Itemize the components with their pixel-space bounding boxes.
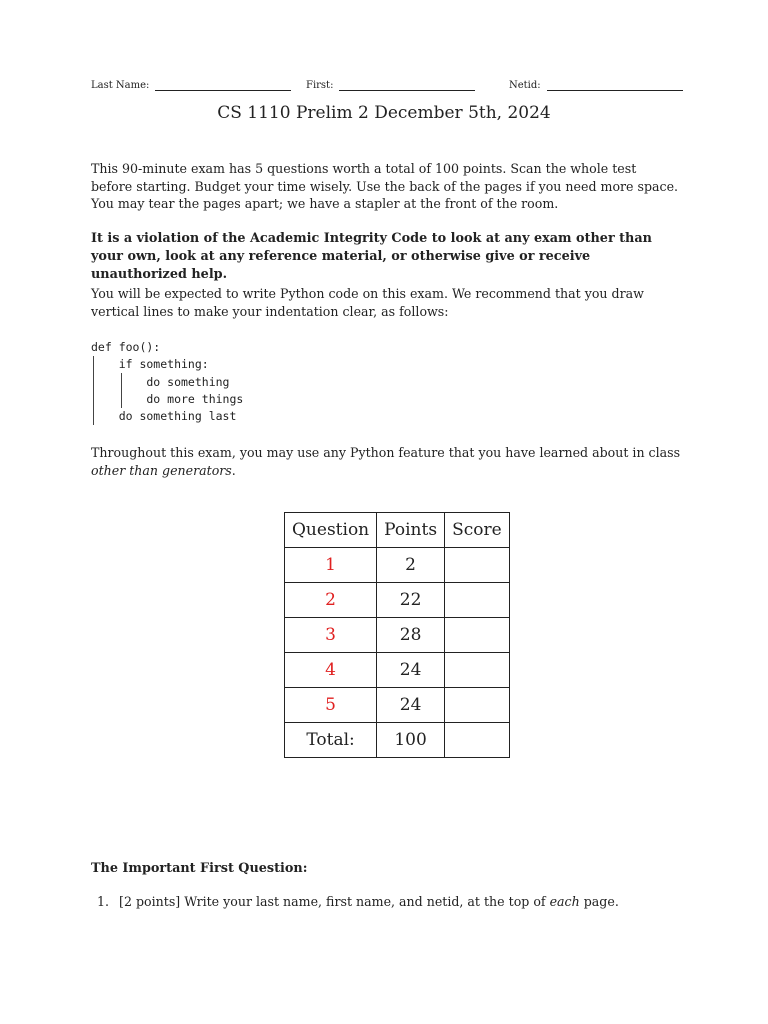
first-question-item <box>97 894 619 909</box>
integrity-paragraph: It is a violation of the Academic Integrity Code to look at any exam other than your own, look at any reference material, or otherwise give or receive unauthorized help. <box>91 231 652 282</box>
first-name-field <box>306 74 475 91</box>
code-line: do something <box>91 374 230 389</box>
question-points: 24 <box>377 688 445 723</box>
score-cell[interactable] <box>445 583 510 618</box>
indent-guide-inner <box>121 373 122 408</box>
name-header <box>91 74 678 94</box>
question-text-emphasis: each <box>549 894 580 909</box>
netid-field <box>509 74 683 91</box>
total-score-cell[interactable] <box>445 723 510 758</box>
table-total-row <box>285 723 510 758</box>
score-table <box>284 512 510 758</box>
question-text-suffix: page. <box>579 894 619 909</box>
features-emphasis: other than generators <box>91 462 232 478</box>
first-name-line[interactable] <box>339 74 475 91</box>
question-text-prefix: [2 points] Write your last name, first name, and netid, at the top of <box>119 894 550 909</box>
score-cell[interactable] <box>445 653 510 688</box>
code-line: def foo(): <box>91 340 161 354</box>
question-number-label: 1. <box>97 894 110 909</box>
intro-paragraph: This 90-minute exam has 5 questions worth a total of 100 points. Scan the whole test before starting. Budget your time wisely. Use the back of the pages if you need more space. You may tear the pages apart; we have a stapler at the front of the room. <box>91 161 679 211</box>
first-name-label: First: <box>306 80 334 91</box>
question-points: 28 <box>377 618 445 653</box>
question-points: 22 <box>377 583 445 618</box>
last-name-label: Last Name: <box>91 80 150 91</box>
code-line: do something last <box>91 409 237 424</box>
question-number[interactable]: 3 <box>285 618 377 653</box>
question-points: 24 <box>377 653 445 688</box>
code-example <box>91 339 391 425</box>
code-line: do more things <box>91 391 244 406</box>
python-note-paragraph: You will be expected to write Python code on this exam. We recommend that you draw vertical lines to make your indentation clear, as follows: <box>91 286 644 319</box>
table-row <box>285 548 510 583</box>
question-number[interactable]: 2 <box>285 583 377 618</box>
first-question-heading: The Important First Question: <box>91 861 308 876</box>
netid-label: Netid: <box>509 80 541 91</box>
total-points: 100 <box>377 723 445 758</box>
table-row <box>285 688 510 723</box>
code-line: if something: <box>91 357 209 372</box>
table-row <box>285 653 510 688</box>
indent-guide-outer <box>93 356 94 425</box>
netid-line[interactable] <box>547 74 683 91</box>
question-number[interactable]: 5 <box>285 688 377 723</box>
question-points: 2 <box>377 548 445 583</box>
question-number[interactable]: 1 <box>285 548 377 583</box>
table-header-row <box>285 513 510 548</box>
features-paragraph <box>91 444 681 479</box>
last-name-line[interactable] <box>155 74 291 91</box>
question-number[interactable]: 4 <box>285 653 377 688</box>
header-score: Score <box>445 513 510 548</box>
table-row <box>285 618 510 653</box>
total-label: Total: <box>285 723 377 758</box>
exam-title: CS 1110 Prelim 2 December 5th, 2024 <box>217 103 551 123</box>
table-row <box>285 583 510 618</box>
features-suffix: . <box>231 462 236 478</box>
last-name-field <box>91 74 291 91</box>
score-cell[interactable] <box>445 548 510 583</box>
score-cell[interactable] <box>445 688 510 723</box>
score-cell[interactable] <box>445 618 510 653</box>
header-question: Question <box>285 513 377 548</box>
features-prefix: Throughout this exam, you may use any Python feature that you have learned about in class <box>91 445 681 460</box>
header-points: Points <box>377 513 445 548</box>
